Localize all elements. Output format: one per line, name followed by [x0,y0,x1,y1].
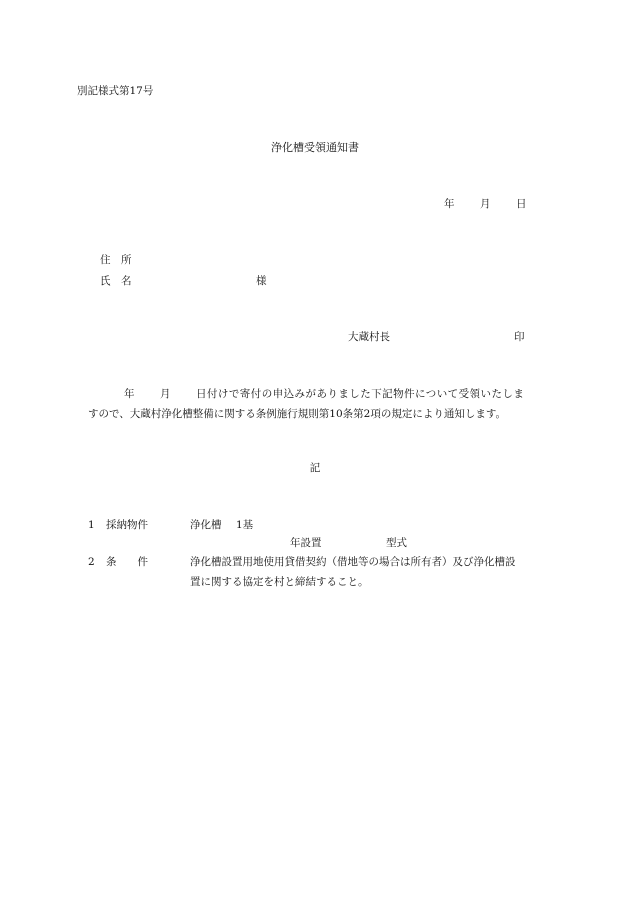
note-heading: 記 [309,462,321,474]
item-value-line1: 浄化槽設置用地使用貸借契約（借地等の場合は所有者）及び浄化槽設 [190,556,516,568]
date-day: 日 [516,198,527,210]
item-count: 1基 [236,519,254,531]
item-label: 採納物件 [106,519,148,531]
body-month: 月 [160,388,171,400]
honorific: 様 [256,275,267,287]
seal-mark: 印 [514,331,525,343]
item-label: 条 件 [106,556,148,568]
name-label: 氏 名 [100,275,132,287]
item-value: 浄化槽 [190,519,222,531]
document-title: 浄化槽受領通知書 [271,141,359,154]
item-number: 1 [88,519,95,531]
body-year: 年 [124,388,135,400]
date-year: 年 [444,198,455,210]
install-year: 年設置 [290,537,322,549]
issuer-name: 大蔵村長 [348,331,390,343]
form-number: 別記様式第17号 [77,85,154,97]
item-number: 2 [88,556,95,568]
body-text-line2: すので、大蔵村浄化槽整備に関する条例施行規則第10条第2項の規定により通知します。 [88,408,506,420]
body-text-line1: 日付けで寄付の申込みがありました下記物件について受領いたしま [196,388,525,400]
date-month: 月 [480,198,491,210]
item-value-line2: 置に関する協定を村と締結すること。 [190,576,369,588]
model-label: 型式 [386,537,407,549]
address-label: 住 所 [100,254,132,266]
